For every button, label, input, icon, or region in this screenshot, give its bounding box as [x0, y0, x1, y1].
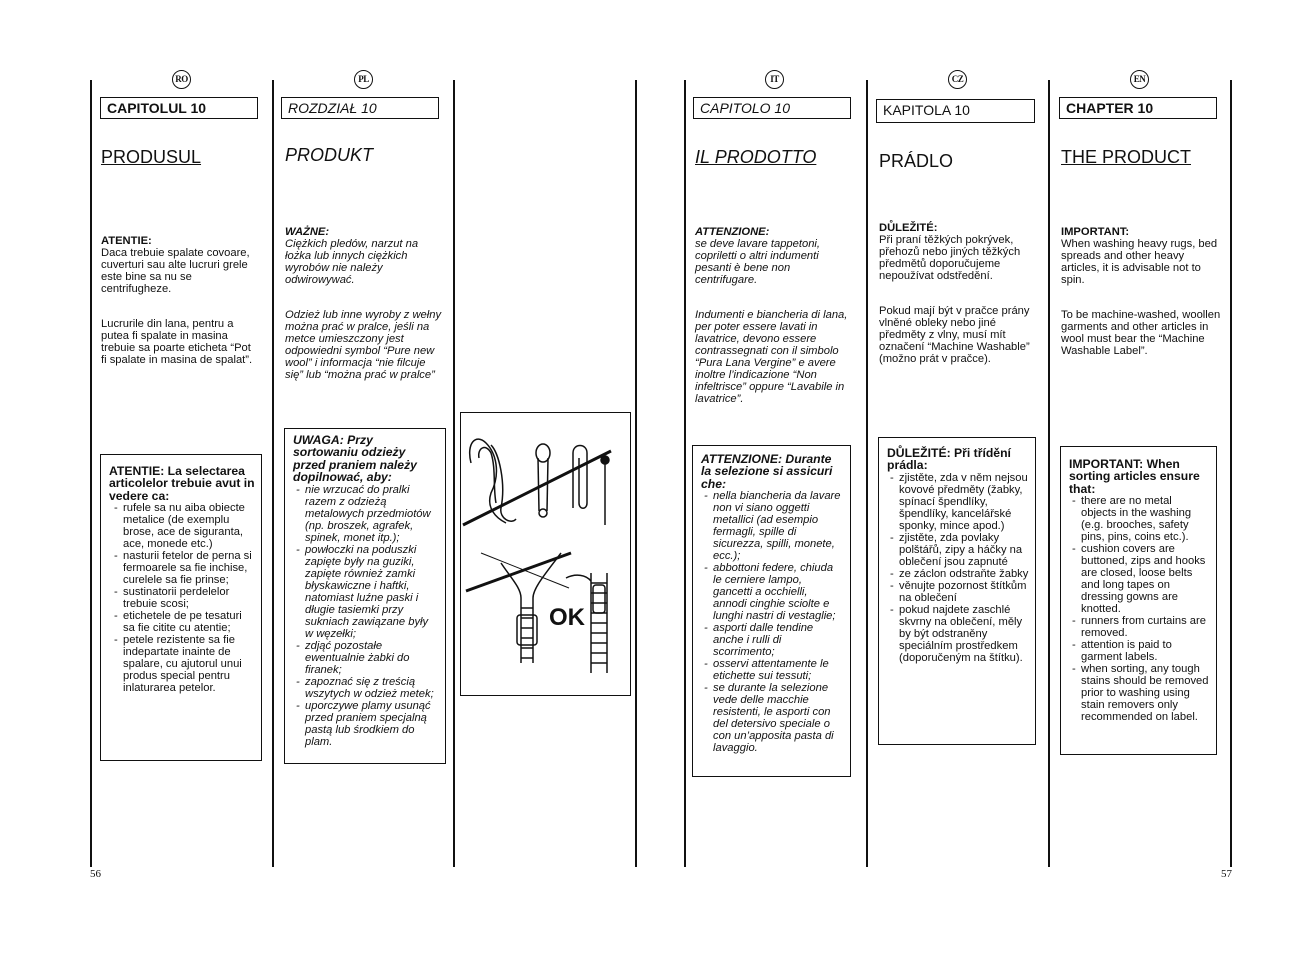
column-rule	[453, 80, 455, 867]
attention-paragraph	[285, 226, 442, 286]
wool-paragraph: To be machine-washed, woollen garments and other articles in wool must bear the “Machine Washable Label”.	[1061, 309, 1221, 357]
list-item: - sustinatorii perdelelor trebuie scosi;	[114, 586, 230, 611]
wool-paragraph: Odzież lub inne wyroby z wełny można prać w pralce, jeśli na metce umieszczony jest odpowiedni symbol “Pure new wool” i informacja “nie filcuje się” lub “można prać w pralce”	[285, 309, 442, 381]
box-heading: ATTENZIONE: Durante la selezione si assicuri che:	[701, 452, 833, 491]
section-title: THE PRODUCT	[1061, 147, 1191, 167]
list-item: - attention is paid to garment labels.	[1072, 639, 1172, 664]
column-rule	[90, 80, 92, 867]
box-heading: UWAGA: Przy sortowaniu odzieży przed praniem należy dopilnować, aby:	[293, 433, 417, 485]
list-item: - rufele sa nu aiba obiecte metalice (de exemplu brose, ace de siguranta, ace, monede etc.)	[114, 502, 245, 551]
paper-clip-icon	[573, 446, 587, 509]
sorting-illustration	[460, 412, 631, 696]
attention-label: IMPORTANT:	[1061, 226, 1130, 238]
language-badge: IT	[765, 70, 784, 89]
list-item: - petele rezistente sa fie indepartate inainte de spalare, cu ajutorul unui produs special pentru inlaturarea petelor.	[114, 634, 242, 695]
list-item: - věnujte pozornost štítkům na oblečení	[890, 579, 1027, 604]
wool-paragraph: Indumenti e biancheria di lana, per poter essere lavati in lavatrice, devono essere contrassegnati con il simbolo “Pura Lana Vergine” e avere inoltre l’indicazione “Non infeltrisce” oppure “Lavabile in lavatrice”.	[695, 309, 848, 405]
safety-pin-icon	[536, 444, 550, 517]
attention-label: ATENTIE:	[101, 235, 152, 247]
attention-text: se deve lavare tappetoni, copriletti o altri indumenti pesanti è bene non centrifugare.	[695, 238, 821, 286]
column-rule	[1048, 80, 1050, 867]
sorting-list	[1069, 495, 1210, 723]
chapter-heading: CAPITOLO 10	[693, 97, 851, 119]
chapter-heading: CAPITOLUL 10	[100, 97, 258, 119]
ok-label: OK	[549, 604, 585, 631]
box-heading: DŮLEŽITÉ: Při třídění prádla:	[887, 446, 1011, 473]
chapter-heading: ROZDZIAŁ 10	[281, 97, 439, 119]
column-rule	[684, 80, 686, 867]
sorting-box	[692, 445, 851, 777]
section-title: IL PRODOTTO	[695, 147, 817, 167]
wool-paragraph: Pokud mají být v pračce prány vlněné obleky nebo jiné předměty z vlny, musí mít označení “Machine Washable” (možno prát v pračce).	[879, 305, 1030, 365]
sorting-list	[701, 490, 844, 754]
attention-paragraph	[879, 222, 1041, 282]
attention-label: DŮLEŽITÉ:	[879, 222, 938, 234]
list-item: - nasturii fetelor de perna si fermoarele sa fie inchise, curelele sa fie prinse;	[114, 550, 252, 587]
section-title: PRODUKT	[285, 145, 374, 165]
page-number-right: 57	[1221, 868, 1232, 880]
attention-text: When washing heavy rugs, bed spreads and other heavy articles, it is advisable not to spin.	[1061, 238, 1218, 286]
cross-line	[463, 451, 611, 525]
section-title: PRÁDLO	[879, 151, 954, 171]
list-item: - pokud najdete zaschlé skvrny na oblečení, měly by být odstraněny speciálním prostředkem (doporučeným na štítku).	[890, 603, 1023, 664]
attention-label: WAŻNE:	[285, 226, 330, 238]
language-badge: RO	[172, 70, 191, 89]
list-item: - nella biancheria da lavare non vi siano oggetti metallici (ad esempio fermagli, spille di sicurezza, spilli, monete, ecc.);	[704, 490, 841, 563]
column-rule	[1230, 80, 1232, 867]
list-item: - powłoczki na poduszki zapięte były na guziki, zapięte również zamki błyskawiczne i haftki, natomiast luźne paski i długie tasiemki przy sukniach zawiązane były w węzełki;	[296, 543, 429, 640]
box-heading: ATENTIE: La selectarea articolelor trebuie avut in vedere ca:	[109, 464, 255, 503]
attention-paragraph	[1061, 226, 1221, 286]
sorting-box	[284, 428, 446, 764]
column-rule	[272, 80, 274, 867]
cross-line	[466, 553, 571, 591]
sorting-box	[1060, 446, 1217, 755]
list-item: - ze záclon odstraňte žabky	[890, 567, 1029, 580]
column-rule	[635, 80, 637, 867]
attention-text: Daca trebuie spalate covoare, cuverturi sau alte lucruri grele este bine sa nu se centrifugheze.	[101, 247, 250, 295]
list-item: - when sorting, any tough stains should be removed prior to washing using stain removers only recommended on label.	[1072, 663, 1209, 724]
sorting-list	[111, 502, 255, 694]
page-number-left: 56	[90, 868, 101, 880]
list-item: - zdjąć pozostałe ewentualnie żabki do firanek;	[296, 639, 410, 676]
list-item: - etichetele de pe tesaturi sa fie citite cu atentie;	[114, 610, 242, 635]
attention-label: ATTENZIONE:	[695, 226, 770, 238]
sorting-box	[878, 437, 1036, 745]
sorting-list	[887, 472, 1029, 664]
list-item: - cushion covers are buttoned, zips and hooks are closed, loose belts and long tapes on dressing gowns are knotted.	[1072, 543, 1206, 616]
chapter-heading: KAPITOLA 10	[876, 99, 1035, 123]
list-item: - nie wrzucać do pralki razem z odzieżą metalowych przedmiotów (np. broszek, agrafek, spinek, monet itp.);	[296, 483, 431, 544]
list-item: - abbottoni federe, chiuda le cerniere lampo, gancetti a occhielli, annodi cinghie sciolte e lunghi nastri di vestaglie;	[704, 562, 836, 623]
column-rule	[866, 80, 868, 867]
box-heading: IMPORTANT: When sorting articles ensure that:	[1069, 457, 1200, 496]
attention-paragraph	[695, 226, 852, 286]
list-item: - zapoznać się z treścią wszytych w odzież metek;	[296, 675, 434, 700]
pin-icon	[601, 456, 609, 525]
list-item: - zjistěte, zda v něm nejsou kovové předměty (žabky, spínací špendlíky, špendlíky, kancelářské sponky, mince apod.)	[890, 471, 1028, 532]
list-item: - asporti dalle tendine anche i rulli di scorrimento;	[704, 622, 814, 659]
attention-text: Při praní těžkých pokrývek, přehozů nebo jiných těžkých předmětů doporučujeme nepoužívat odstředění.	[879, 234, 1021, 282]
sorting-list	[293, 484, 439, 748]
language-badge: EN	[1130, 70, 1149, 89]
list-item: - runners from curtains are removed.	[1072, 615, 1206, 640]
attention-text: Ciężkich pledów, narzut na łożka lub innych ciężkich wyrobów nie należy odwirowywać.	[285, 238, 419, 286]
chapter-heading: CHAPTER 10	[1059, 97, 1217, 119]
list-item: - se durante la selezione vede delle macchie resistenti, le asporti con del detersivo speciale o con un’apposita pasta di lavaggio.	[704, 682, 834, 755]
language-badge: CZ	[948, 70, 967, 89]
list-item: - zjistěte, zda povlaky polštářů, zipy a háčky na oblečení jsou zapnuté	[890, 531, 1023, 568]
list-item: - osservi attentamente le etichette sui tessuti;	[704, 658, 829, 683]
language-badge: PL	[354, 70, 373, 89]
attention-paragraph	[101, 235, 259, 295]
wool-paragraph: Lucrurile din lana, pentru a putea fi spalate in masina trebuie sa poarte eticheta “Pot fi spalate in masina de spalat”.	[101, 318, 253, 366]
section-title: PRODUSUL	[101, 147, 202, 167]
list-item: - there are no metal objects in the washing (e.g. brooches, safety pins, pins, coins etc.).	[1072, 495, 1192, 544]
sorting-box	[100, 454, 262, 761]
list-item: - uporczywe plamy usunąć przed praniem specjalną pastą lub środkiem do plam.	[296, 699, 431, 748]
